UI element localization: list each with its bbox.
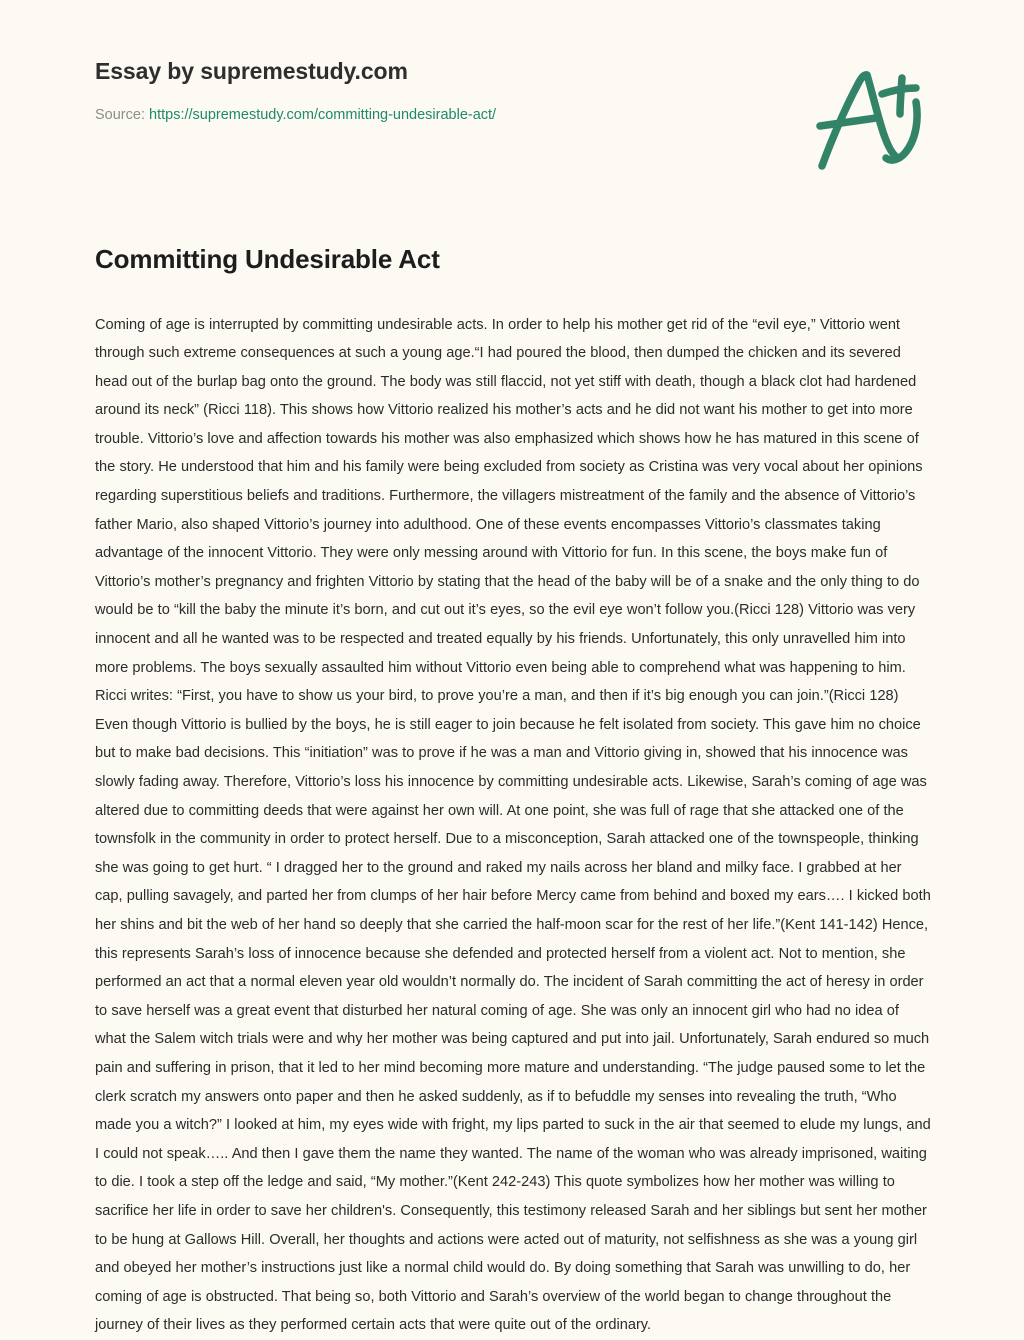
source-label: Source: bbox=[95, 106, 145, 123]
source-line bbox=[95, 106, 735, 125]
page-title: Committing Undesirable Act bbox=[95, 244, 440, 274]
source-url-link[interactable]: https://supremestudy.com/committing-undesirable-act/ bbox=[149, 106, 497, 123]
article bbox=[95, 243, 933, 1340]
article-body bbox=[95, 311, 933, 1340]
brand-block bbox=[95, 58, 735, 124]
a-plus-logo-icon bbox=[806, 58, 936, 178]
essay-paragraph: Coming of age is interrupted by committing undesirable acts. In order to help his mother get rid of the “evil eye,” Vittorio went through such extreme consequences at such a young age.“I had poured the blood, then dumped the chicken and its severed head out of the burlap bag onto the ground. The body was still flaccid, not yet stiff with death, though a black clot had hardened around its neck” (Ricci 118). This shows how Vittorio realized his mother’s acts and he did not want his mother to get into more trouble. Vittorio’s love and affection towards his mother was also emphasized which shows how he has matured in this scene of the story. He understood that him and his family were being excluded from society as Cristina was very vocal about her opinions regarding superstitious beliefs and traditions. Furthermore, the villagers mistreatment of the family and the absence of Vittorio’s father Mario, also shaped Vittorio’s journey into adulthood. One of these events encompasses Vittorio’s classmates taking advantage of the innocent Vittorio. They were only messing around with Vittorio for fun. In this scene, the boys make fun of Vittorio’s mother’s pregnancy and frighten Vittorio by stating that the head of the baby will be of a snake and the only thing to do would be to “kill the baby the minute it’s born, and cut out it’s eyes, so the evil eye won’t follow you.(Ricci 128) Vittorio was very innocent and all he wanted was to be respected and treated equally by his friends. Unfortunately, this only unravelled him into more problems. The boys sexually assaulted him without Vittorio even being able to comprehend what was happening to him. Ricci writes: “First, you have to show us your bird, to prove you’re a man, and then if it’s big enough you can join.”(Ricci 128) Even though Vittorio is bullied by the boys, he is still eager to join because he felt isolated from society. This gave him no choice but to make bad decisions. This “initiation” was to prove if he was a man and Vittorio giving in, showed that his innocence was slowly fading away. Therefore, Vittorio’s loss his innocence by committing undesirable acts. Likewise, Sarah’s coming of age was altered due to committing deeds that were against her own will. At one point, she was full of rage that she attacked one of the townsfolk in the community in order to protect herself. Due to a misconception, Sarah attacked one of the townspeople, thinking she was going to get hurt. “ I dragged her to the ground and raked my nails across her bland and milky face. I grabbed at her cap, pulling savagely, and parted her from clumps of her hair before Mercy came from behind and boxed my ears…. I kicked both her shins and bit the web of her hand so deeply that she carried the half-moon scar for the rest of her life.”(Kent 141-142) Hence, this represents Sarah’s loss of innocence because she defended and protected herself from a violent act. Not to mention, she performed an act that a normal eleven year old wouldn’t normally do. The incident of Sarah committing the act of heresy in order to save herself was a great event that disturbed her natural coming of age. She was only an innocent girl who had no idea of what the Salem witch trials were and why her mother was being captured and put into jail. Unfortunately, Sarah endured so much pain and suffering in prison, that it led to her mind becoming more mature and understanding. “The judge paused some to let the clerk scratch my answers onto paper and then he asked suddenly, as if to befuddle my senses into revealing the truth, “Who made you a witch?” I looked at him, my eyes wide with fright, my lips parted to suck in the air that seemed to elude my lungs, and I could not speak….. And then I gave them the name they wanted. The name of the woman who was already imprisoned, waiting to die. I took a step off the ledge and said, “My mother.”(Kent 242-243) This quote symbolizes how her mother was willing to sacrifice her life in order to save her children's. Consequently, this testimony released Sarah and her siblings but sent her mother to be hung at Gallows Hill. Overall, her thoughts and actions were acted out of maturity, not selfishness as she was a young girl and obeyed her mother’s instructions just like a normal child would do. By doing something that Sarah was unwilling to do, her coming of age is obstructed. That being so, both Vittorio and Sarah’s overview of the world began to change throughout the journey of their lives as they performed certain acts that were quite out of the ordinary. bbox=[95, 316, 931, 1334]
brand-title: Essay by supremestudy.com bbox=[95, 58, 408, 84]
page-header bbox=[0, 0, 1024, 200]
